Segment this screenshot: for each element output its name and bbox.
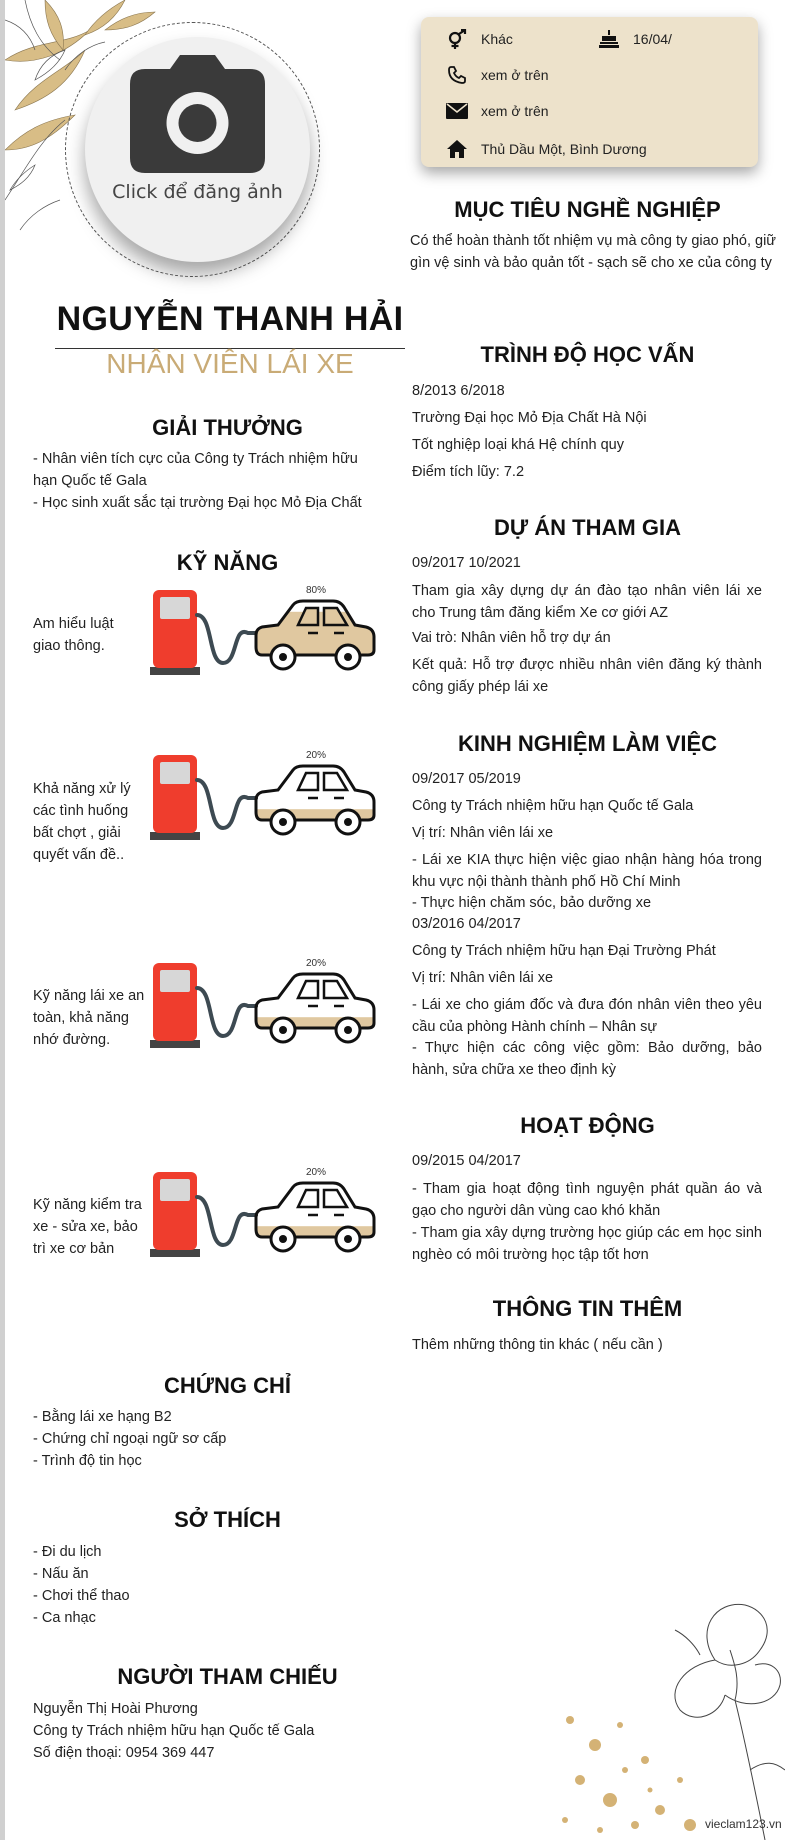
fuel-pump-screen: [160, 762, 190, 784]
skills-heading: KỸ NĂNG: [176, 550, 279, 575]
home-icon: [445, 139, 469, 159]
reference-company: Công ty Trách nhiệm hữu hạn Quốc tế Gala: [33, 1723, 315, 1739]
contact-address: [445, 139, 647, 159]
contact-phone: [445, 65, 549, 85]
birthday-value: 16/04/: [633, 31, 672, 47]
contact-email: [445, 101, 549, 121]
skill-2-meter: [148, 750, 378, 845]
activity-item: - Tham gia xây dựng trường học giúp các em học sinh nghèo có môi trường học tập tốt hơn: [412, 1225, 762, 1263]
car-window-front: [298, 1190, 318, 1207]
award-item: - Nhân viên tích cực của Công ty Trách nhiệm hữu hạn Quốc tế Gala: [33, 451, 358, 489]
certificate-item: - Chứng chỉ ngoại ngữ sơ cấp: [33, 1431, 227, 1447]
skill-4-text: Kỹ năng kiểm tra xe - sửa xe, bảo trì xe cơ bản: [33, 1197, 142, 1257]
skill-2-percent: 20%: [306, 750, 327, 761]
car-wheel-hub: [344, 1026, 352, 1034]
job-1-duty: - Lái xe KIA thực hiện việc giao nhận hàng hóa trong khu vực nội thành thành phố Hồ Chí Minh: [412, 852, 762, 890]
education-school: Trường Đại học Mỏ Địa Chất Hà Nội: [412, 410, 647, 426]
job-2-company: Công ty Trách nhiệm hữu hạn Đại Trường Phát: [412, 943, 716, 959]
car-window-rear: [324, 981, 347, 998]
car-wheel-hub: [279, 1026, 287, 1034]
project-period: 09/2017 10/2021: [412, 555, 521, 571]
fuel-pump-screen: [160, 597, 190, 619]
address-value: Thủ Dầu Một, Bình Dương: [481, 141, 647, 157]
job-title: NHÂN VIÊN LÁI XE: [106, 348, 354, 379]
activity-period: 09/2015 04/2017: [412, 1153, 521, 1169]
fuel-car-graphic: [148, 585, 378, 680]
job-1-position: Vị trí: Nhân viên lái xe: [412, 825, 554, 841]
education-degree: Tốt nghiệp loại khá Hệ chính quy: [412, 437, 624, 453]
fuel-pump-base: [150, 1040, 200, 1048]
job-2-duty: - Thực hiện các công việc gồm: Bảo dưỡng, bảo hành, sửa chữa xe theo định kỳ: [412, 1040, 762, 1078]
skill-1-meter: [148, 585, 378, 680]
skill-4-meter: [148, 1167, 378, 1262]
hobby-item: - Nấu ăn: [33, 1566, 89, 1582]
car-window-rear: [324, 773, 347, 790]
job-1-company: Công ty Trách nhiệm hữu hạn Quốc tế Gala: [412, 798, 694, 814]
experience-heading: KINH NGHIỆM LÀM VIỆC: [457, 731, 718, 756]
car-window-rear: [324, 1190, 347, 1207]
hobby-item: - Ca nhạc: [33, 1610, 96, 1626]
extra-text: Thêm những thông tin khác ( nếu cần ): [412, 1337, 663, 1353]
hobby-item: - Đi du lịch: [33, 1544, 102, 1560]
job-2-position: Vị trí: Nhân viên lái xe: [412, 970, 554, 986]
activities-heading: HOẠT ĐỘNG: [520, 1113, 655, 1138]
gender-value: Khác: [481, 31, 513, 47]
education-period: 8/2013 6/2018: [412, 383, 505, 399]
email-value: xem ở trên: [481, 103, 549, 119]
reference-heading: NGƯỜI THAM CHIẾU: [117, 1664, 338, 1689]
certificates-heading: CHỨNG CHỈ: [163, 1373, 292, 1398]
objective-text: Có thể hoàn thành tốt nhiệm vụ mà công ty giao phó, giữ gìn vệ sinh và bảo quản tốt - sạch sẽ cho xe của công ty: [410, 233, 776, 271]
fuel-hose: [197, 1197, 256, 1245]
fuel-car-graphic: [148, 958, 378, 1053]
fuel-pump-screen: [160, 1179, 190, 1201]
skill-3-meter: [148, 958, 378, 1053]
car-wheel-hub: [279, 1235, 287, 1243]
hobbies-heading: SỞ THÍCH: [174, 1507, 281, 1532]
candidate-name: NGUYỄN THANH HẢI: [56, 300, 404, 338]
camera-icon: [130, 55, 265, 173]
mail-icon: [445, 101, 469, 121]
car-wheel-hub: [344, 1235, 352, 1243]
project-description: Tham gia xây dựng dự án đào tạo nhân viên lái xe cho Trung tâm đăng kiểm Xe cơ giới AZ: [412, 583, 762, 621]
fuel-car-graphic: [148, 750, 378, 845]
fuel-car-graphic: [148, 1167, 378, 1262]
certificate-item: - Trình độ tin học: [33, 1453, 142, 1469]
watermark: vieclam123.vn: [705, 1817, 782, 1831]
fuel-hose: [197, 615, 256, 663]
fuel-pump-base: [150, 667, 200, 675]
contact-gender: [445, 29, 513, 49]
contact-birthday: [597, 29, 672, 49]
job-2-duty: - Lái xe cho giám đốc và đưa đón nhân viên theo yêu cầu của phòng Hành chính – Nhân sự: [412, 997, 762, 1035]
skill-3-text: Kỹ năng lái xe an toàn, khả năng nhớ đường.: [33, 988, 145, 1048]
objective-heading: MỤC TIÊU NGHỀ NGHIỆP: [454, 197, 721, 222]
car-wheel-hub: [279, 818, 287, 826]
car-window-front: [298, 981, 318, 998]
skill-1-text: Am hiểu luật giao thông.: [33, 616, 114, 654]
skill-3-percent: 20%: [306, 958, 327, 969]
project-role: Vai trò: Nhân viên hỗ trợ dự án: [412, 630, 611, 646]
hobby-item: - Chơi thể thao: [33, 1588, 130, 1604]
fuel-pump-base: [150, 1249, 200, 1257]
car-wheel-hub: [344, 818, 352, 826]
education-heading: TRÌNH ĐỘ HỌC VẤN: [480, 342, 695, 367]
phone-value: xem ở trên: [481, 67, 549, 83]
fuel-pump-screen: [160, 970, 190, 992]
reference-phone: Số điện thoại: 0954 369 447: [33, 1745, 215, 1761]
car-wheel-hub: [279, 653, 287, 661]
gender-icon: [445, 29, 469, 49]
avatar-upload[interactable]: [85, 37, 310, 262]
project-result: Kết quả: Hỗ trợ được nhiều nhân viên đăng ký thành công giấy phép lái xe: [412, 657, 762, 695]
birthday-cake-icon: [597, 29, 621, 49]
award-item: - Học sinh xuất sắc tại trường Đại học Mỏ Địa Chất: [33, 495, 362, 511]
projects-heading: DỰ ÁN THAM GIA: [494, 515, 681, 540]
education-gpa: Điểm tích lũy: 7.2: [412, 464, 525, 480]
awards-heading: GIẢI THƯỞNG: [152, 415, 303, 440]
skill-4-percent: 20%: [306, 1167, 327, 1178]
car-wheel-hub: [344, 653, 352, 661]
certificate-item: - Bằng lái xe hạng B2: [33, 1409, 172, 1425]
skill-2-text: Khả năng xử lý các tình huống bất chợt , giải quyết vấn đề..: [33, 781, 131, 863]
extra-heading: THÔNG TIN THÊM: [492, 1296, 683, 1321]
car-window-front: [298, 773, 318, 790]
flower-decoration: [655, 1590, 785, 1840]
skill-1-percent: 80%: [306, 585, 327, 596]
phone-icon: [445, 65, 469, 85]
job-1-period: 09/2017 05/2019: [412, 771, 521, 787]
job-2-period: 03/2016 04/2017: [412, 916, 521, 932]
fuel-pump-base: [150, 832, 200, 840]
reference-name: Nguyễn Thị Hoài Phương: [33, 1701, 198, 1717]
photo-upload-label: Click để đăng ảnh: [112, 181, 283, 203]
fuel-hose: [197, 988, 256, 1036]
fuel-hose: [197, 780, 256, 828]
contact-card: [421, 17, 758, 167]
car-window-front: [298, 608, 318, 625]
activity-item: - Tham gia hoạt động tình nguyện phát quần áo và gạo cho người dân vùng cao khó khăn: [412, 1181, 762, 1219]
job-1-duty: - Thực hiện chăm sóc, bảo dưỡng xe: [412, 895, 652, 911]
